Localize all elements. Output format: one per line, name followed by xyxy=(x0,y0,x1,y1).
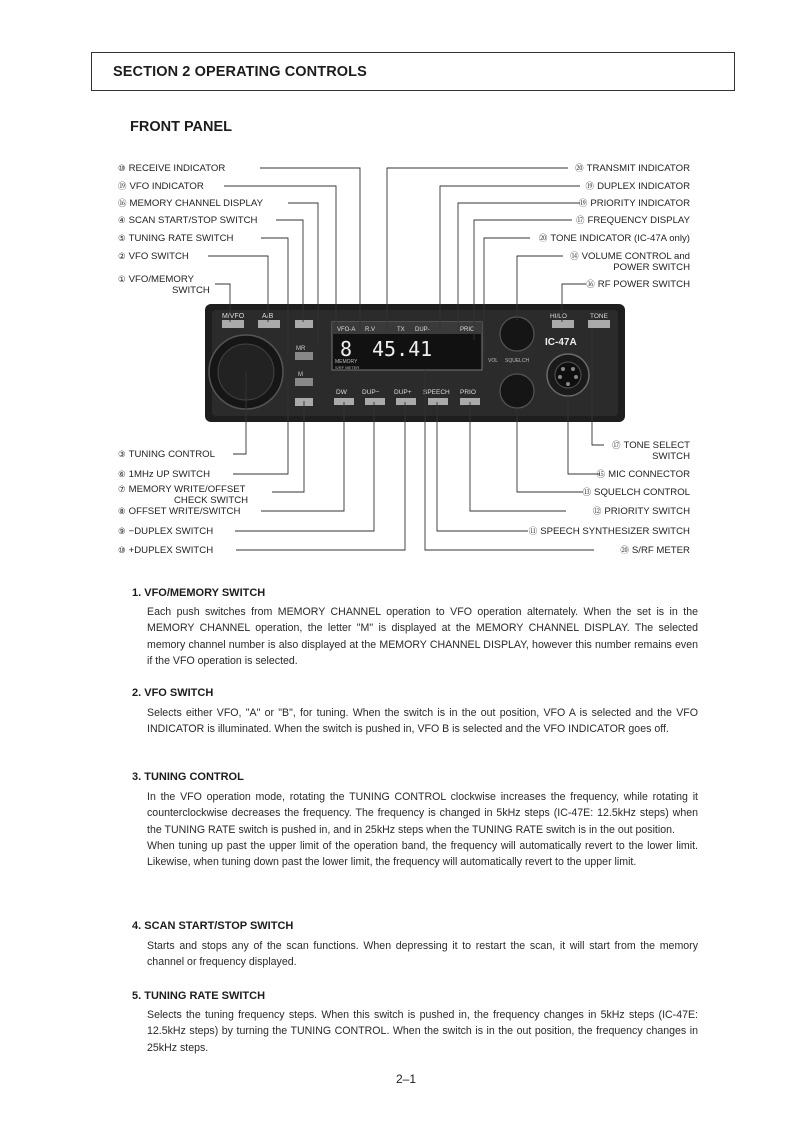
left-key-label: M xyxy=(298,372,303,378)
bottom-key-label: DUP− xyxy=(362,389,380,396)
callout-volume-control: ⑭ VOLUME CONTROL and POWER SWITCH xyxy=(570,251,690,273)
callout-plus-duplex-switch: ⑩ +DUPLEX SWITCH xyxy=(118,545,214,556)
section-title: SECTION 2 OPERATING CONTROLS xyxy=(113,64,367,80)
section-heading: 1. VFO/MEMORY SWITCH xyxy=(132,587,266,599)
bottom-key-label: PRIO xyxy=(460,389,476,396)
meter-label: S/RF METER xyxy=(335,365,360,370)
callout-tuning-rate-switch: ⑤ TUNING RATE SWITCH xyxy=(118,233,234,244)
section-body xyxy=(147,789,698,870)
section-body xyxy=(147,705,698,738)
display-tag: PRIO xyxy=(460,327,475,333)
callout-memory-channel-display: ⑯ MEMORY CHANNEL DISPLAY xyxy=(118,198,263,209)
bottom-key-label: DUP+ xyxy=(394,389,412,396)
section-heading: 4. SCAN START/STOP SWITCH xyxy=(132,920,294,932)
display-tag: DUP- xyxy=(415,327,430,333)
callout-priority-switch: ⑫ PRIORITY SWITCH xyxy=(592,506,690,517)
callout-vfo-indicator: ⑲ VFO INDICATOR xyxy=(118,181,204,192)
callout-tuning-control: ③ TUNING CONTROL xyxy=(118,449,215,460)
paragraph: Starts and stops any of the scan functions. When depressing it to restart the scan, it will start from the memory channel or frequency displayed. xyxy=(147,940,698,969)
callout-squelch-control: ⑬ SQUELCH CONTROL xyxy=(582,487,690,498)
callout-minus-duplex-switch: ⑨ −DUPLEX SWITCH xyxy=(118,526,214,537)
callout-receive-indicator: ⑩ RECEIVE INDICATOR xyxy=(118,163,226,174)
volume-label: VOL xyxy=(488,358,499,364)
section-heading: 5. TUNING RATE SWITCH xyxy=(132,990,266,1002)
section-heading: 3. TUNING CONTROL xyxy=(132,771,244,783)
callout-memory-write-switch: ⑦ MEMORY WRITE/OFFSET CHECK SWITCH xyxy=(118,484,249,506)
paragraph: Selects the tuning frequency steps. When this switch is pushed in, the frequency changes in 5kHz steps (IC-47E: 12.5kHz steps) by turning the TUNING CONTROL. When the switch is in the out position, the frequency changes in 25kHz steps. xyxy=(147,1009,698,1054)
callout-s-rf-meter: ⑳ S/RF METER xyxy=(620,545,690,556)
ab-key-label: A/B xyxy=(262,313,274,320)
paragraph: When tuning up past the upper limit of the operation band, the frequency will automatically revert to the lower limit. Likewise, when tuning down past the lower limit, the frequency will automatically revert to the upper limit. xyxy=(147,839,698,869)
hilo-key-label: HI/LO xyxy=(550,313,567,320)
bottom-key-label: SPEECH xyxy=(423,389,450,396)
memory-label: MEMORY xyxy=(335,359,358,365)
section-body xyxy=(147,604,698,669)
paragraph: Selects either VFO, "A" or "B", for tuning. When the switch is in the out position, VFO A is selected and the VFO INDICATOR is illuminated. When the switch is pushed in, VFO B is selected and the VFO INDICATOR goes off. xyxy=(147,707,698,736)
callout-rf-power-switch: ⑯ RF POWER SWITCH xyxy=(586,279,690,290)
callout-transmit-indicator: ⑳ TRANSMIT INDICATOR xyxy=(575,163,690,174)
vfo-key-label: M/VFO xyxy=(222,313,245,320)
paragraph: Each push switches from MEMORY CHANNEL operation to VFO operation alternately. When the set is in the MEMORY CHANNEL operation, the letter "M" is displayed at the MEMORY CHANNEL DISPLAY. The selected memory channel number is also displayed at the MEMORY CHANNEL DISPLAY, however this number remains even if the VFO operation is selected. xyxy=(147,606,698,667)
callout-vfo-memory-switch: ① VFO/MEMORY SWITCH xyxy=(118,274,210,296)
model-label: IC-47A xyxy=(545,337,577,348)
squelch-label: SQUELCH xyxy=(505,358,530,364)
left-key-label: MR xyxy=(296,346,306,352)
callout-1mhz-up-switch: ⑥ 1MHz UP SWITCH xyxy=(118,469,210,480)
callout-tone-select-switch: ⑰ TONE SELECT SWITCH xyxy=(612,440,690,462)
callout-priority-indicator: ⑲ PRIORITY INDICATOR xyxy=(578,198,690,209)
display-tag: TX xyxy=(397,327,405,333)
callout-vfo-switch: ② VFO SWITCH xyxy=(118,251,189,262)
callout-scan-switch: ④ SCAN START/STOP SWITCH xyxy=(118,215,258,226)
section-body xyxy=(147,938,698,971)
section-heading: 2. VFO SWITCH xyxy=(132,687,214,699)
callout-duplex-indicator: ⑲ DUPLEX INDICATOR xyxy=(585,181,690,192)
paragraph: In the VFO operation mode, rotating the TUNING CONTROL clockwise increases the frequency, while rotating it counterclockwise decreases the frequency. The frequency is changed in 5kHz steps (IC-47E: 12.5kHz steps) when the TUNING RATE switch is pushed in, and in 25kHz steps when the TUNING RATE switch is in the out position. xyxy=(147,791,698,836)
page-number: 2–1 xyxy=(396,1072,417,1086)
callout-frequency-display: ⑰ FREQUENCY DISPLAY xyxy=(575,215,690,226)
section-body xyxy=(147,1007,698,1056)
bottom-key-label: DW xyxy=(336,389,347,396)
callout-speech-synthesizer-switch: ⑪ SPEECH SYNTHESIZER SWITCH xyxy=(528,526,690,537)
channel-readout: 8 xyxy=(340,337,353,361)
subsection-title: FRONT PANEL xyxy=(130,119,233,135)
callout-mic-connector: ⑮ MIC CONNECTOR xyxy=(596,469,690,480)
display-tag: R.V xyxy=(365,327,376,333)
callout-offset-write-switch: ⑧ OFFSET WRITE/SWITCH xyxy=(118,506,241,517)
frequency-readout: 45.41 xyxy=(372,337,433,361)
display-tag: VFO-A xyxy=(337,327,356,333)
callout-tone-indicator: ⑳ TONE INDICATOR (IC-47A only) xyxy=(538,233,690,244)
tone-key-label: TONE xyxy=(590,313,608,320)
